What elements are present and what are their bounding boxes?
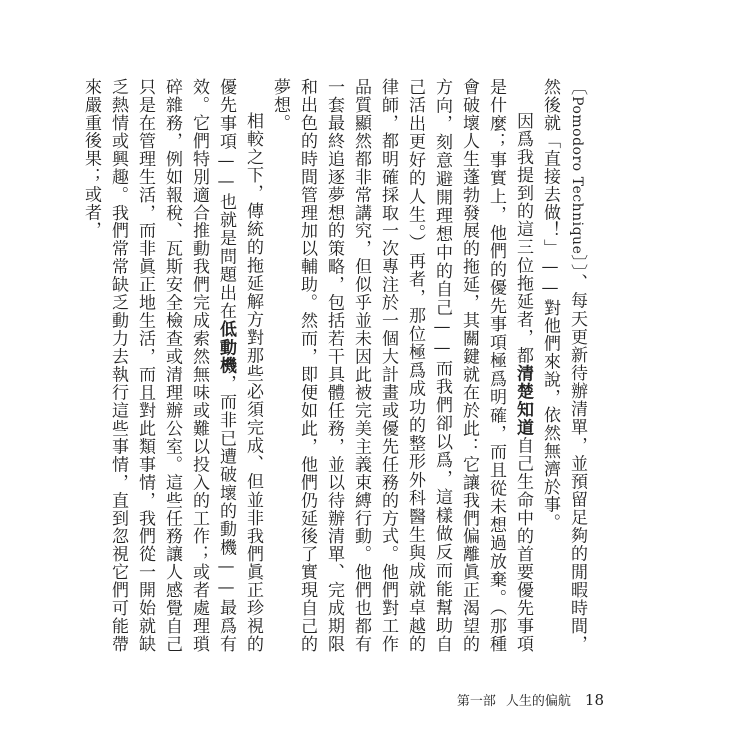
paragraph-3-text-b: ，而非已遭破壞的動機——最爲有效。它們特別適合推動我們完成索然無味或難以投入的工作；或者處理瑣碎雜務，例如報稅、瓦斯安全檢查或清理辦公室。這些任務讓人感覺自己只是在管理生活，而非眞正地生活，而且對此類事情，我們從一開始就缺乏熱情或興趣。我們常常缺乏動力去執行這些事情，直到忽視它們可能帶來嚴重後果；或者， xyxy=(81,78,236,654)
paragraph-3 xyxy=(77,78,266,653)
page-number: 18 xyxy=(584,691,604,709)
paragraph-2-emphasis: 清楚知道 xyxy=(513,364,533,437)
paragraph-1-text: 〕〕、每天更新待辦清單，並預留足夠的閒暇時間，然後就「直接去做！」——對他們來說，依然無濟於事。 xyxy=(540,78,587,653)
paragraph-1-open-bracket: 〔 xyxy=(567,78,587,97)
paragraph-3-emphasis: 低動機 xyxy=(216,320,236,375)
paragraph-2-text-a: 因爲我提到的這三位拖延者，都 xyxy=(513,112,533,365)
paragraph-2-text-b: 自己生命中的首要優先事項是什麼；事實上，他們的優先事項極爲明確，而且從未想過放棄。（那種會破壞人生蓬勃發展的拖延，其關鍵就在於此：它讓我們偏離眞正渴望的方向，刻意避開理想中的自己——而我們卻以爲，這樣做反而能幫助自己活出更好的人生。）再者，那位極爲成功的整形外科醫生與成就卓越的律師，都明確採取一次專注於一個大計畫或優先任務的方式。他們對工作品質顯然都非常講究，但似乎並未因此被完美主義束縛行動。他們也都有一套最終追逐夢想的策略，包括若干具體任務，並以待辦清單、完成期限和出色的時間管理加以輔助。然而，即便如此，他們仍延後了實現自己的夢想。 xyxy=(270,78,533,653)
paragraph-3-text-a: 相較之下，傳統的拖延解方對那些必須完成、但並非我們眞正珍視的優先事項——也就是問題出在 xyxy=(216,78,263,653)
pomodoro-technique-term: Pomodoro Technique xyxy=(569,96,585,255)
body-text xyxy=(81,78,590,654)
footer-chapter-title: 人生的偏航 xyxy=(505,694,571,709)
footer-part-label: 第一部 xyxy=(456,694,496,709)
paragraph-2 xyxy=(266,78,536,653)
page-footer xyxy=(457,690,604,709)
paragraph-1 xyxy=(536,78,590,653)
